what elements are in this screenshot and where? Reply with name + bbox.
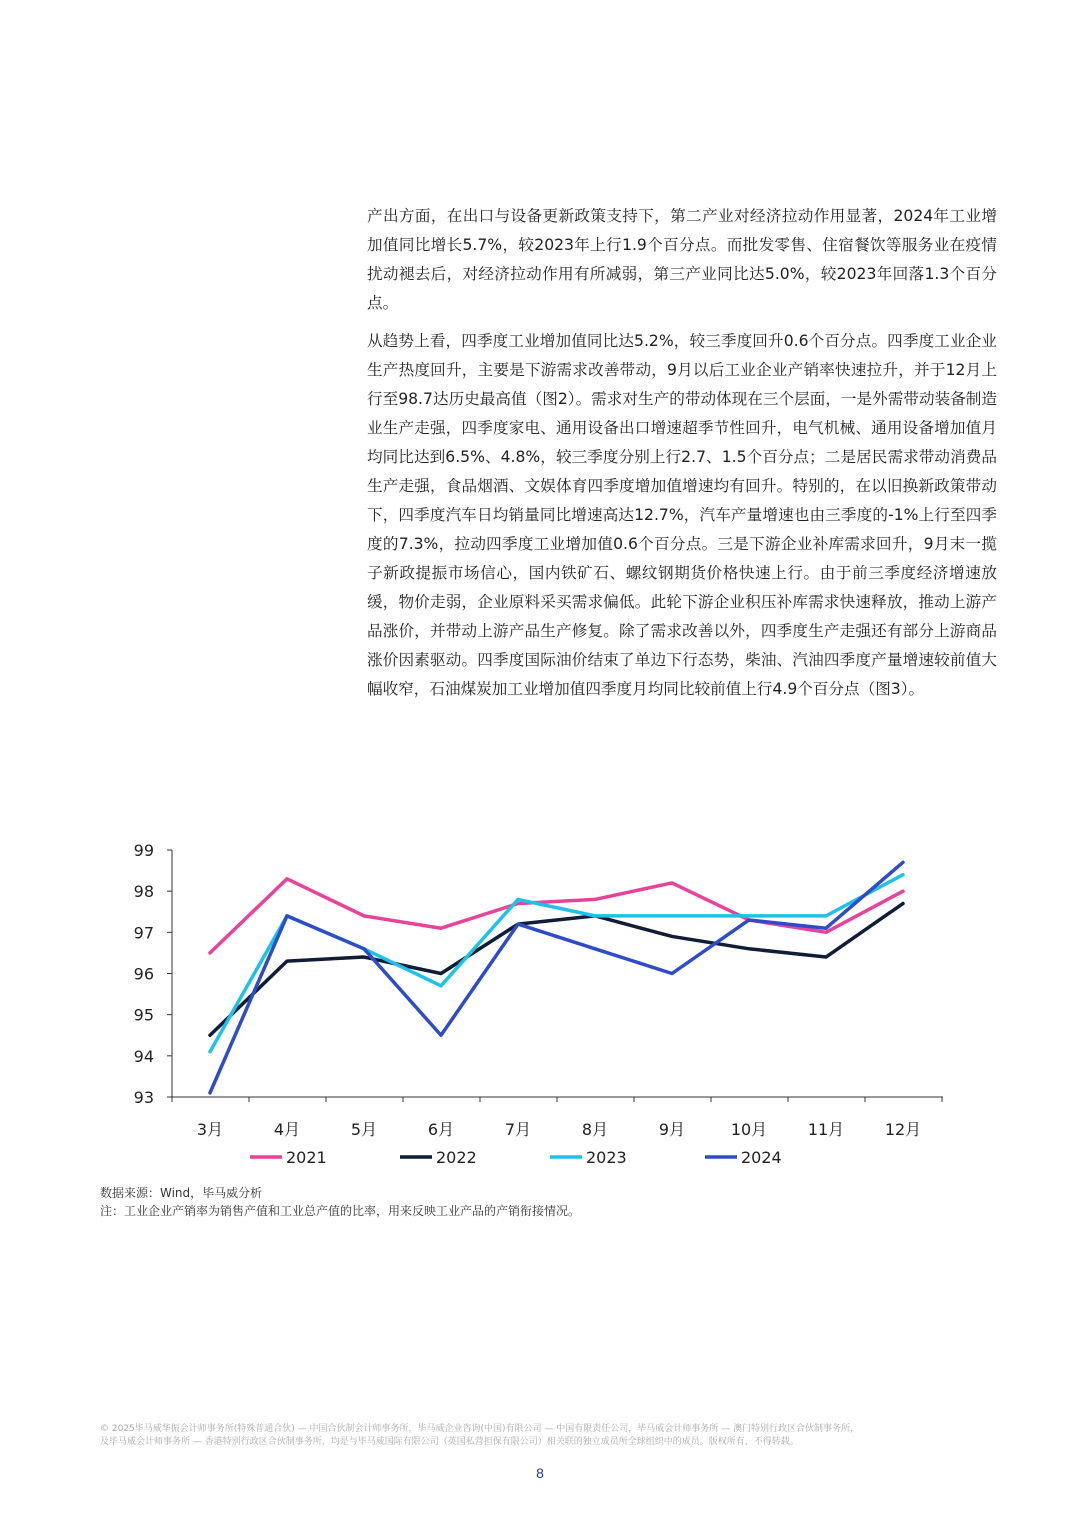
paragraph-trend: 从趋势上看，四季度工业增加值同比达5.2%，较三季度回升0.6个百分点。四季度工业企业生产热度回升，主要是下游需求改善带动，9月以后工业企业产销率快速拉升，并于12月上行至98.7达历史最高值（图2）。需求对生产的带动体现在三个层面，一是外需带动装备制造业生产走强，四季度家电、通用设备出口增速超季节性回升，电气机械、通用设备增加值月均同比达到6.5%、4.8%，较三季度分别上行2.7、1.5个百分点；二是居民需求带动消费品生产走强，食品烟酒、文娱体育四季度增加值增速均有回升。特别的，在以旧换新政策带动下，四季度汽车日均销量同比增速高达12.7%，汽车产量增速也由三季度的-1%上行至四季度的7.3%，拉动四季度工业增加值0.6个百分点。三是下游企业补库需求回升，9月末一揽子新政提振市场信心，国内铁矿石、螺纹钢期货价格快速上行。由于前三季度经济增速放缓，物价走弱，企业原料采买需求偏低。此轮下游企业积压补库需求快速释放，推动上游产品涨价，并带动上游产品生产修复。除了需求改善以外，四季度生产走强还有部分上游商品涨价因素驱动。四季度国际油价结束了单边下行态势，柴油、汽油四季度产量增速较前值大幅收窄，石油煤炭加工业增加值四季度月均同比较前值上行4.9个百分点（图3）。: [367, 332, 997, 698]
x-tick-label: 3月: [196, 1120, 224, 1139]
x-tick-label: 11月: [807, 1120, 845, 1139]
chart-notes: [100, 1184, 580, 1220]
legend-label-2024: 2024: [741, 1148, 782, 1167]
y-tick-label: 95: [133, 1005, 154, 1025]
x-tick-label: 12月: [884, 1120, 922, 1139]
chart-note: 注：工业企业产销率为销售产值和工业总产值的比率，用来反映工业产品的产销衔接情况。: [100, 1204, 581, 1218]
x-tick-label: 4月: [273, 1120, 301, 1139]
legal-line-2: 及毕马威会计师事务所 — 香港特别行政区合伙制事务所，均是与毕马威国际有限公司（英国私营担保有限公司）相关联的独立成员所全球组织中的成员。版权所有，不得转载。: [100, 1437, 799, 1447]
x-tick-label: 7月: [504, 1120, 532, 1139]
body-text: [367, 202, 997, 713]
y-tick-label: 94: [133, 1046, 154, 1066]
legend-label-2023: 2023: [586, 1148, 627, 1167]
paragraph-output: 产出方面，在出口与设备更新政策支持下，第二产业对经济拉动作用显著，2024年工业增加值同比增长5.7%，较2023年上行1.9个百分点。而批发零售、住宿餐饮等服务业在疫情扰动褪去后，对经济拉动作用有所减弱，第三产业同比达5.0%，较2023年回落1.3个百分点。: [367, 207, 997, 312]
x-tick-label: 8月: [581, 1120, 609, 1139]
page-number: 8: [536, 1465, 544, 1481]
legal-footer: [100, 1423, 980, 1449]
y-tick-label: 96: [133, 964, 154, 984]
x-tick-label: 9月: [658, 1120, 686, 1139]
chart-svg: [100, 830, 980, 1180]
sales-rate-chart: [100, 830, 980, 1180]
y-tick-label: 93: [133, 1088, 154, 1107]
data-source: 数据来源：Wind，毕马威分析: [100, 1186, 263, 1200]
x-tick-label: 5月: [350, 1120, 378, 1139]
series-line-2022: [210, 904, 903, 1036]
y-tick-label: 99: [133, 841, 154, 860]
x-tick-label: 10月: [730, 1120, 768, 1139]
legend-label-2021: 2021: [286, 1148, 327, 1167]
series-line-2024: [210, 862, 903, 1093]
legend-label-2022: 2022: [436, 1148, 477, 1167]
legal-line-1: © 2025毕马威华振会计师事务所(特殊普通合伙) — 中国合伙制会计师事务所，毕马威企业咨询(中国)有限公司 — 中国有限责任公司，毕马威会计师事务所 — 澳门特别行政区合伙制事务所，: [100, 1424, 859, 1434]
x-tick-label: 6月: [427, 1120, 455, 1139]
y-tick-label: 98: [133, 882, 154, 902]
y-tick-label: 97: [133, 923, 154, 943]
